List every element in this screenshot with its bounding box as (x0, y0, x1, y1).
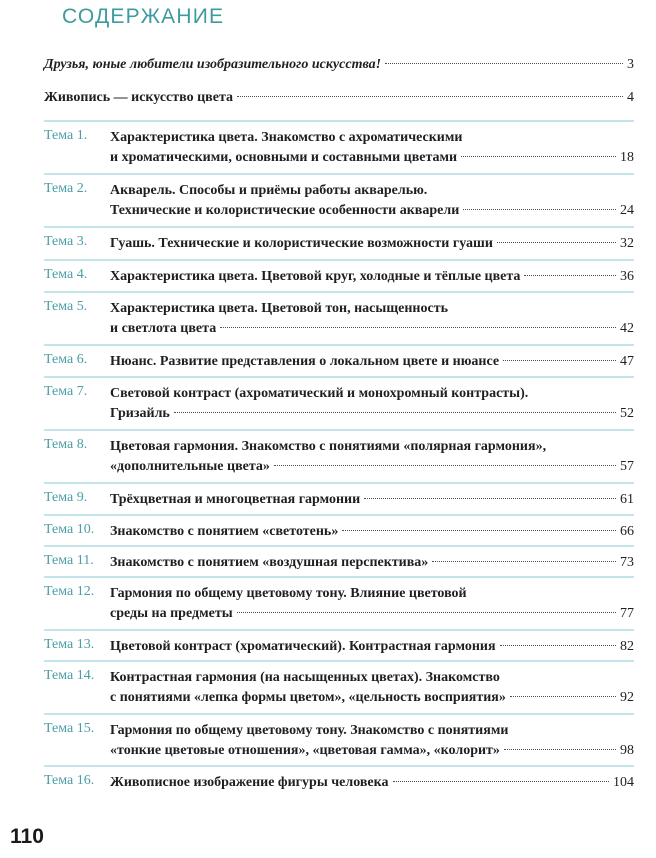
toc-entry-title: Живопись — искусство цвета (44, 90, 233, 105)
toc-page-number: 24 (620, 203, 634, 218)
toc-topic-entry (44, 629, 634, 661)
toc-topic-entry (44, 545, 634, 577)
dot-leader (342, 530, 616, 531)
toc-page-number: 98 (620, 743, 634, 758)
page-number: 110 (10, 825, 44, 848)
dot-leader (503, 360, 616, 361)
topic-title-line: Цветовой контраст (хроматический). Контрастная гармония (110, 639, 496, 654)
topic-title-line: Световой контраст (ахроматический и монохромный контрасты). (110, 386, 529, 401)
toc-topic-entry (44, 576, 634, 628)
topic-label: Тема 5. (44, 299, 88, 314)
toc-page-number: 47 (620, 354, 634, 369)
topic-title-line: Гармония по общему цветовому тону. Влияние цветовой (110, 586, 467, 601)
toc-entry-title: Друзья, юные любители изобразительного искусства! (44, 57, 382, 72)
topic-label: Тема 6. (44, 352, 88, 367)
dot-leader (432, 561, 616, 562)
toc-page-number: 57 (620, 459, 634, 474)
topic-label: Тема 13. (44, 637, 95, 652)
toc-page-number: 92 (620, 690, 634, 705)
dot-leader (500, 645, 616, 646)
toc-topic-entry (44, 765, 634, 797)
topic-label: Тема 7. (44, 384, 88, 399)
toc-page-number: 82 (620, 639, 634, 654)
dot-leader (510, 696, 616, 697)
topic-title-line: Контрастная гармония (на насыщенных цветах). Знакомство (110, 670, 500, 685)
toc-page-number: 36 (620, 269, 634, 284)
dot-leader (504, 749, 616, 750)
toc-page-number: 3 (627, 57, 634, 72)
topic-label: Тема 4. (44, 267, 88, 282)
dot-leader (237, 612, 616, 613)
topic-title-line: «тонкие цветовые отношения», «цветовая гамма», «колорит» (110, 743, 500, 758)
toc-topic-entry (44, 660, 634, 712)
dot-leader (461, 156, 616, 157)
toc-topic-entry (44, 429, 634, 481)
dot-leader (497, 242, 616, 243)
topic-title-line: Характеристика цвета. Знакомство с ахроматическими (110, 130, 463, 145)
topic-title-line: Знакомство с понятием «воздушная перспектива» (110, 555, 429, 570)
topic-label: Тема 1. (44, 128, 88, 143)
dot-leader (237, 96, 623, 97)
dot-leader (274, 465, 616, 466)
topic-label: Тема 2. (44, 181, 88, 196)
toc-topic-entry (44, 226, 634, 258)
topic-title-line: Гуашь. Технические и колористические возможности гуаши (110, 236, 493, 251)
toc-intro-entry (44, 88, 634, 110)
toc-topic-entry (44, 173, 634, 225)
topic-title-line: Живописное изображение фигуры человека (110, 775, 389, 790)
topic-title-line: Характеристика цвета. Цветовой тон, насыщенность (110, 301, 448, 316)
topic-label: Тема 15. (44, 721, 95, 736)
toc-page-number: 73 (620, 555, 634, 570)
page-title: СОДЕРЖАНИЕ (62, 5, 225, 28)
toc-topic-entry (44, 376, 634, 428)
toc-page-number: 18 (620, 150, 634, 165)
topic-label: Тема 12. (44, 584, 95, 599)
topic-label: Тема 3. (44, 234, 88, 249)
topic-title-line: Акварель. Способы и приёмы работы акварелью. (110, 183, 428, 198)
topic-label: Тема 9. (44, 490, 88, 505)
toc-page-number: 32 (620, 236, 634, 251)
topic-title-line: с понятиями «лепка формы цветом», «цельность восприятия» (110, 690, 506, 705)
topic-title-line: Трёхцветная и многоцветная гармонии (110, 492, 361, 507)
toc-topic-entry (44, 259, 634, 291)
dot-leader (364, 498, 616, 499)
topic-title-line: среды на предметы (110, 606, 233, 621)
toc-topic-entry (44, 344, 634, 376)
topic-title-line: Нюанс. Развитие представления о локальном цвете и нюансе (110, 354, 500, 369)
topic-title-line: Технические и колористические особенности акварели (110, 203, 460, 218)
toc-page-number: 66 (620, 524, 634, 539)
toc-page-number: 42 (620, 321, 634, 336)
toc-topic-entry (44, 482, 634, 514)
topic-label: Тема 16. (44, 773, 95, 788)
toc-page-number: 61 (620, 492, 634, 507)
topic-title-line: и хроматическими, основными и составными цветами (110, 150, 458, 165)
topic-label: Тема 14. (44, 668, 95, 683)
toc-page-number: 52 (620, 406, 634, 421)
toc-topic-entry (44, 120, 634, 172)
topic-title-line: Гризайль (110, 406, 170, 421)
toc-page-number: 104 (613, 775, 634, 790)
topic-label: Тема 8. (44, 437, 88, 452)
topic-title-line: Знакомство с понятием «светотень» (110, 524, 339, 539)
toc-topic-entry (44, 514, 634, 546)
dot-leader (463, 209, 616, 210)
dot-leader (174, 412, 616, 413)
topic-title-line: Характеристика цвета. Цветовой круг, холодные и тёплые цвета (110, 269, 521, 284)
toc-topic-entry (44, 713, 634, 765)
topic-label: Тема 11. (44, 553, 94, 568)
toc-page-number: 77 (620, 606, 634, 621)
dot-leader (220, 327, 616, 328)
topic-title-line: Гармония по общему цветовому тону. Знакомство с понятиями (110, 723, 509, 738)
dot-leader (524, 275, 616, 276)
topic-label: Тема 10. (44, 522, 95, 537)
topic-title-line: «дополнительные цвета» (110, 459, 270, 474)
topic-title-line: Цветовая гармония. Знакомство с понятиями «полярная гармония», (110, 439, 547, 454)
toc-topic-entry (44, 291, 634, 343)
dot-leader (385, 63, 623, 64)
toc-page-number: 4 (627, 90, 634, 105)
topic-title-line: и светлота цвета (110, 321, 217, 336)
dot-leader (393, 781, 610, 782)
toc-intro-entry (44, 55, 634, 77)
